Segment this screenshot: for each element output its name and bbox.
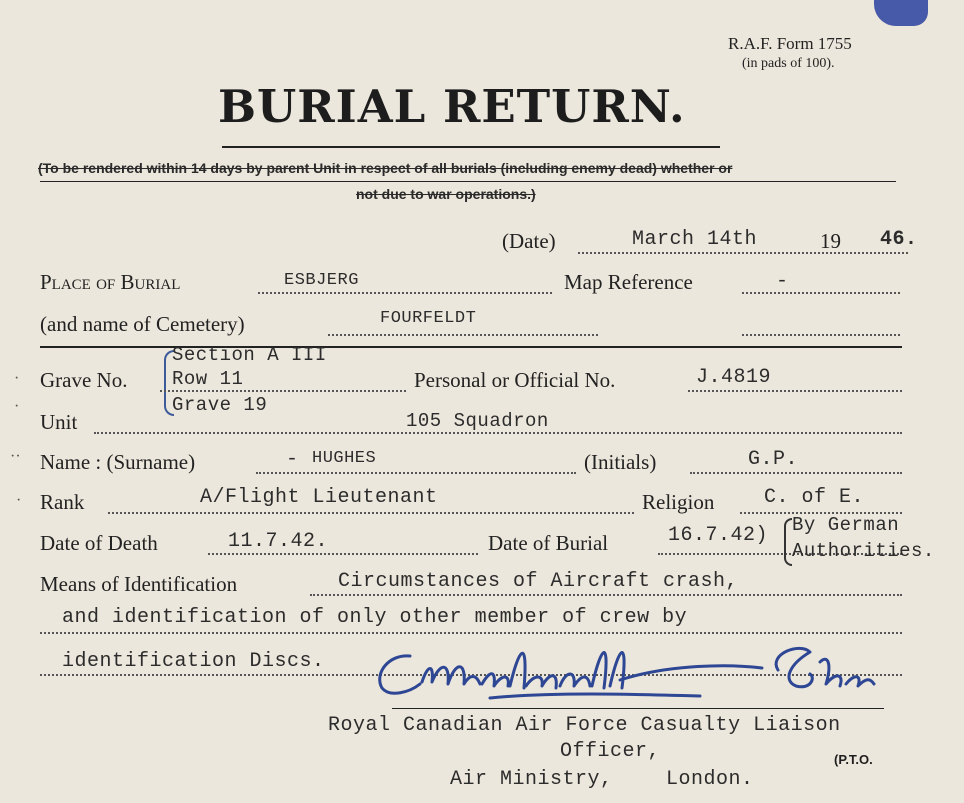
- official-no-label: Personal or Official No.: [414, 368, 616, 392]
- grave-number: Grave 19: [172, 394, 268, 416]
- place-of-burial-value: ESBJERG: [284, 271, 359, 290]
- identification-text-3: identification Discs.: [62, 650, 325, 673]
- religion-label: Religion: [642, 490, 715, 514]
- cemetery-line-extra: [742, 334, 900, 336]
- ink-blot: [874, 0, 928, 26]
- grave-no-line: [160, 390, 406, 392]
- date-century: 19: [820, 229, 841, 253]
- surname-label: Name : (Surname): [40, 450, 196, 474]
- margin-mark: ·: [14, 398, 20, 415]
- pto-note: (P.T.O.: [834, 752, 873, 767]
- unit-label: Unit: [40, 410, 78, 434]
- date-label: (Date): [502, 229, 556, 253]
- surname-line: [256, 472, 576, 474]
- date-of-death-value: 11.7.42.: [228, 530, 329, 553]
- unit-value: 105 Squadron: [406, 410, 549, 432]
- map-reference-value: -: [776, 270, 789, 293]
- signatory-line-2: Officer,: [560, 740, 661, 763]
- instructions-rule: [40, 181, 896, 182]
- signatory-line-4: London.: [666, 768, 754, 791]
- burial-note-line-1: By German: [792, 514, 900, 536]
- date-of-burial-value: 16.7.42): [668, 524, 769, 547]
- signature-rule: [392, 708, 884, 709]
- rank-label: Rank: [40, 490, 85, 514]
- identification-text-2: and identification of only other member of crew by: [62, 606, 688, 629]
- rank-line: [108, 512, 634, 514]
- date-line: [578, 252, 908, 254]
- unit-line: [94, 432, 902, 434]
- burial-note-line-2: Authorities.: [792, 540, 935, 562]
- title-underline: [222, 146, 720, 148]
- form-number: R.A.F. Form 1755: [728, 34, 852, 53]
- place-of-burial-line: [258, 292, 552, 294]
- initials-value: G.P.: [748, 448, 799, 471]
- official-no-value: J.4819: [696, 366, 772, 389]
- margin-mark: ·: [14, 370, 20, 387]
- identification-text-1: Circumstances of Aircraft crash,: [338, 570, 739, 593]
- map-reference-label: Map Reference: [564, 270, 693, 294]
- date-of-death-line: [208, 553, 478, 555]
- map-reference-line: [742, 292, 900, 294]
- identification-label: Means of Identification: [40, 572, 238, 596]
- initials-label: (Initials): [584, 450, 657, 474]
- grave-row: Row 11: [172, 368, 244, 390]
- initials-line: [690, 472, 902, 474]
- grave-no-label: Grave No.: [40, 368, 128, 392]
- section-divider: [40, 346, 902, 348]
- margin-mark: ··: [10, 448, 21, 465]
- signatory-line-3: Air Ministry,: [450, 768, 613, 791]
- cemetery-line: [328, 334, 598, 336]
- surname-prefix: -: [286, 448, 299, 471]
- form-pads-note: (in pads of 100).: [742, 56, 835, 71]
- date-year: 46.: [880, 228, 918, 251]
- religion-value: C. of E.: [764, 486, 865, 509]
- grave-section: Section A III: [172, 344, 327, 366]
- form-title: BURIAL RETURN.: [218, 80, 686, 133]
- margin-mark: ·: [16, 492, 22, 509]
- identification-line-1: [310, 594, 902, 596]
- official-no-line: [688, 390, 902, 392]
- date-of-burial-label: Date of Burial: [488, 531, 609, 555]
- signature: [370, 634, 900, 704]
- date-of-death-label: Date of Death: [40, 531, 158, 555]
- surname-value: HUGHES: [312, 449, 377, 468]
- instructions-line-2: not due to war operations.): [356, 186, 536, 202]
- burial-note-brace: [784, 518, 792, 566]
- cemetery-value: FOURFELDT: [380, 309, 477, 328]
- cemetery-label: (and name of Cemetery): [40, 312, 245, 336]
- rank-value: A/Flight Lieutenant: [200, 486, 438, 509]
- place-of-burial-label: Place of Burial: [40, 270, 181, 294]
- instructions-line-1: (To be rendered within 14 days by parent Unit in respect of all burials (including enemy dead) whether or: [38, 160, 733, 176]
- date-month-day: March 14th: [632, 228, 758, 251]
- signatory-line-1: Royal Canadian Air Force Casualty Liaison: [328, 714, 841, 737]
